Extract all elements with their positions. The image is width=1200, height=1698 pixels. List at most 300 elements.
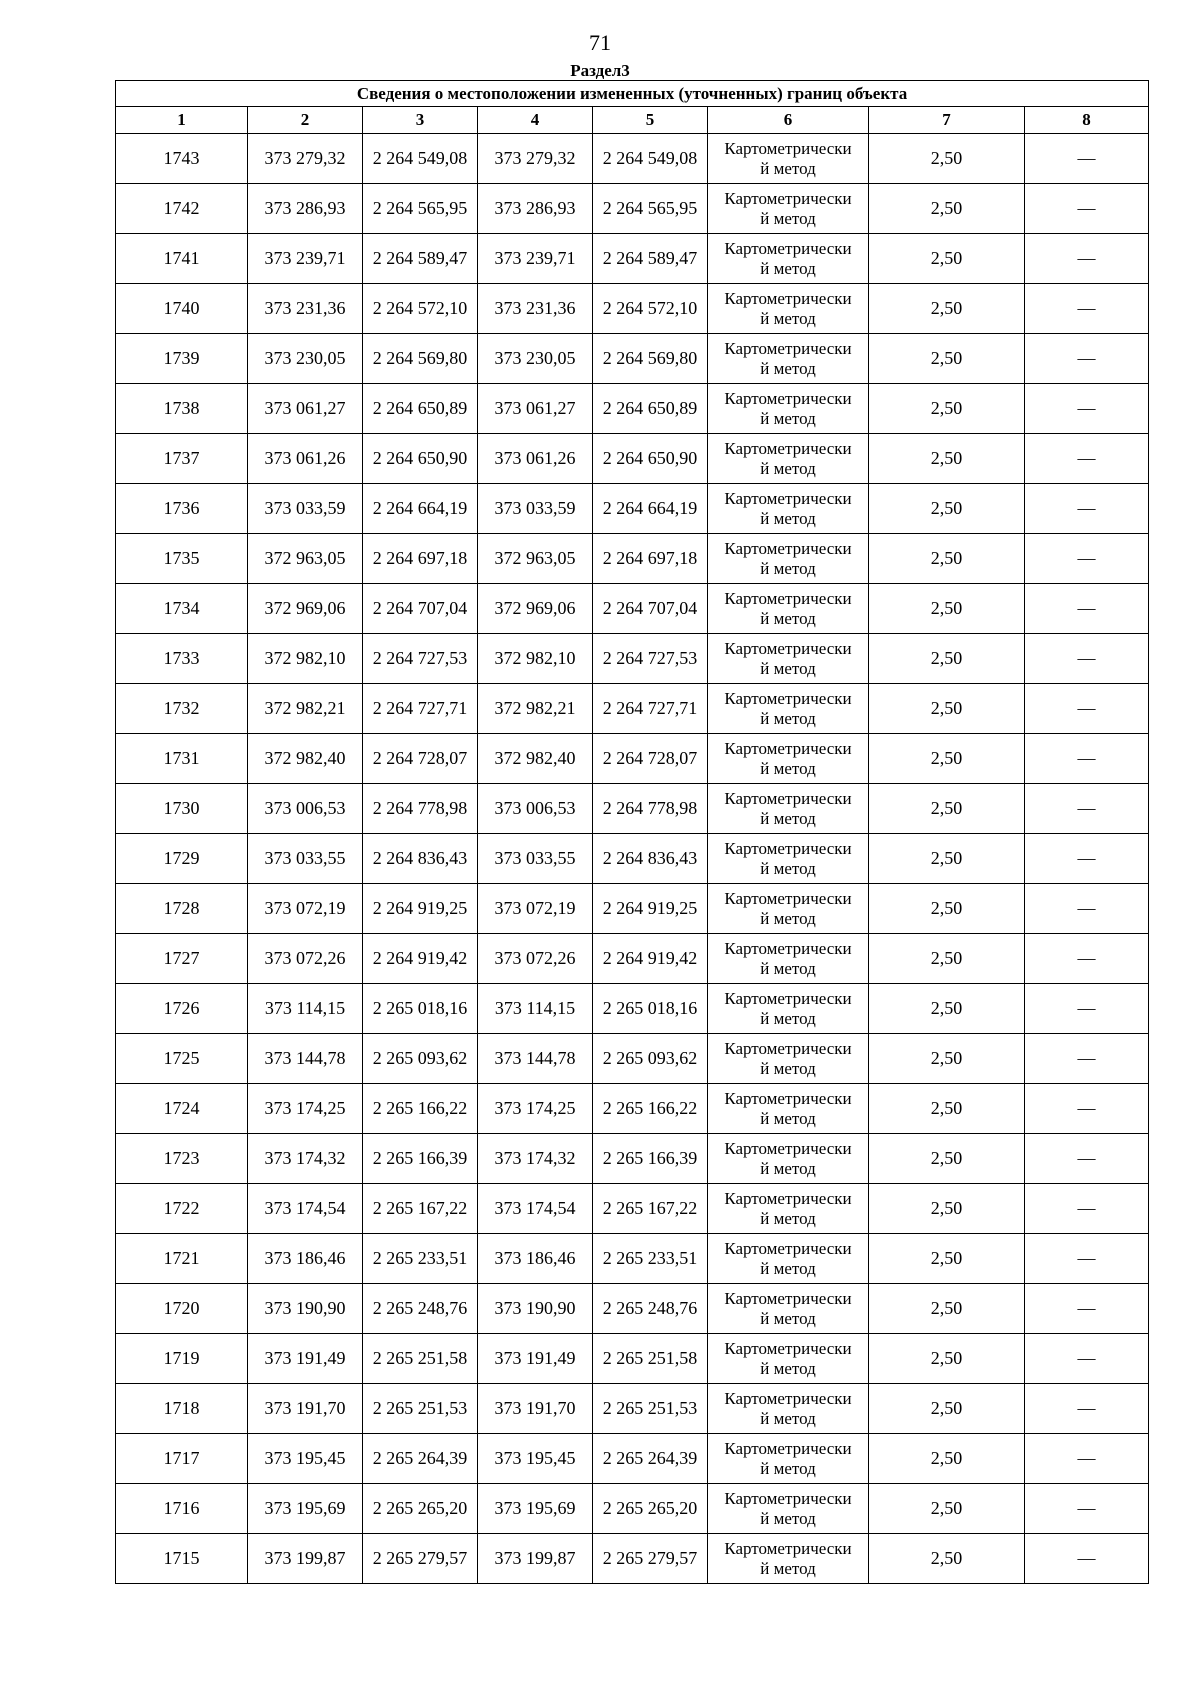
y-new-cell: 2 265 248,76 bbox=[593, 1284, 708, 1334]
x-old-cell: 373 144,78 bbox=[248, 1034, 363, 1084]
note-cell: — bbox=[1025, 834, 1149, 884]
x-old-cell: 373 231,36 bbox=[248, 284, 363, 334]
y-new-cell: 2 265 233,51 bbox=[593, 1234, 708, 1284]
accuracy-cell: 2,50 bbox=[869, 184, 1025, 234]
y-new-cell: 2 264 589,47 bbox=[593, 234, 708, 284]
accuracy-cell: 2,50 bbox=[869, 284, 1025, 334]
method-line: Картометрически bbox=[724, 138, 852, 158]
y-new-cell: 2 264 650,90 bbox=[593, 434, 708, 484]
table-row bbox=[116, 834, 1149, 884]
y-new-cell: 2 264 727,71 bbox=[593, 684, 708, 734]
point-number-cell: 1738 bbox=[116, 384, 248, 434]
method-cell bbox=[708, 1484, 869, 1534]
method-line: й метод bbox=[760, 1158, 816, 1178]
method-cell bbox=[708, 234, 869, 284]
method-line: й метод bbox=[760, 1308, 816, 1328]
point-number-cell: 1732 bbox=[116, 684, 248, 734]
column-number: 4 bbox=[478, 107, 593, 134]
table-row bbox=[116, 684, 1149, 734]
accuracy-cell: 2,50 bbox=[869, 1034, 1025, 1084]
method-line: й метод bbox=[760, 808, 816, 828]
note-cell: — bbox=[1025, 1084, 1149, 1134]
point-number-cell: 1729 bbox=[116, 834, 248, 884]
accuracy-cell: 2,50 bbox=[869, 234, 1025, 284]
accuracy-cell: 2,50 bbox=[869, 1184, 1025, 1234]
x-new-cell: 372 963,05 bbox=[478, 534, 593, 584]
x-old-cell: 372 969,06 bbox=[248, 584, 363, 634]
method-line: Картометрически bbox=[724, 1238, 852, 1258]
table-row bbox=[116, 584, 1149, 634]
table-row bbox=[116, 884, 1149, 934]
x-new-cell: 373 174,25 bbox=[478, 1084, 593, 1134]
method-cell bbox=[708, 834, 869, 884]
column-number: 6 bbox=[708, 107, 869, 134]
x-old-cell: 373 195,45 bbox=[248, 1434, 363, 1484]
method-line: й метод bbox=[760, 208, 816, 228]
method-line: Картометрически bbox=[724, 738, 852, 758]
method-cell bbox=[708, 934, 869, 984]
table-row bbox=[116, 734, 1149, 784]
point-number-cell: 1720 bbox=[116, 1284, 248, 1334]
method-line: Картометрически bbox=[724, 638, 852, 658]
table-row bbox=[116, 1484, 1149, 1534]
column-number: 1 bbox=[116, 107, 248, 134]
point-number-cell: 1716 bbox=[116, 1484, 248, 1534]
column-number: 8 bbox=[1025, 107, 1149, 134]
method-cell bbox=[708, 1234, 869, 1284]
table-row bbox=[116, 434, 1149, 484]
y-new-cell: 2 264 836,43 bbox=[593, 834, 708, 884]
y-new-cell: 2 264 664,19 bbox=[593, 484, 708, 534]
method-line: Картометрически bbox=[724, 188, 852, 208]
column-number: 3 bbox=[363, 107, 478, 134]
note-cell: — bbox=[1025, 334, 1149, 384]
point-number-cell: 1728 bbox=[116, 884, 248, 934]
accuracy-cell: 2,50 bbox=[869, 634, 1025, 684]
x-new-cell: 373 033,55 bbox=[478, 834, 593, 884]
note-cell: — bbox=[1025, 934, 1149, 984]
y-old-cell: 2 264 664,19 bbox=[363, 484, 478, 534]
y-new-cell: 2 264 728,07 bbox=[593, 734, 708, 784]
x-old-cell: 372 982,40 bbox=[248, 734, 363, 784]
method-line: Картометрически bbox=[724, 1038, 852, 1058]
note-cell: — bbox=[1025, 1484, 1149, 1534]
note-cell: — bbox=[1025, 1534, 1149, 1584]
table-row bbox=[116, 634, 1149, 684]
method-cell bbox=[708, 634, 869, 684]
accuracy-cell: 2,50 bbox=[869, 584, 1025, 634]
x-new-cell: 373 239,71 bbox=[478, 234, 593, 284]
note-cell: — bbox=[1025, 1284, 1149, 1334]
method-line: Картометрически bbox=[724, 538, 852, 558]
y-old-cell: 2 265 093,62 bbox=[363, 1034, 478, 1084]
note-cell: — bbox=[1025, 1384, 1149, 1434]
note-cell: — bbox=[1025, 684, 1149, 734]
x-new-cell: 373 174,32 bbox=[478, 1134, 593, 1184]
x-new-cell: 372 982,10 bbox=[478, 634, 593, 684]
method-cell bbox=[708, 784, 869, 834]
method-cell bbox=[708, 884, 869, 934]
point-number-cell: 1730 bbox=[116, 784, 248, 834]
accuracy-cell: 2,50 bbox=[869, 1284, 1025, 1334]
y-old-cell: 2 265 248,76 bbox=[363, 1284, 478, 1334]
note-cell: — bbox=[1025, 534, 1149, 584]
y-old-cell: 2 265 166,22 bbox=[363, 1084, 478, 1134]
accuracy-cell: 2,50 bbox=[869, 384, 1025, 434]
method-line: Картометрически bbox=[724, 788, 852, 808]
y-new-cell: 2 264 650,89 bbox=[593, 384, 708, 434]
method-line: Картометрически bbox=[724, 1488, 852, 1508]
table-row bbox=[116, 1084, 1149, 1134]
x-new-cell: 373 286,93 bbox=[478, 184, 593, 234]
x-new-cell: 373 195,69 bbox=[478, 1484, 593, 1534]
column-number: 2 bbox=[248, 107, 363, 134]
method-line: й метод bbox=[760, 1408, 816, 1428]
x-new-cell: 373 279,32 bbox=[478, 134, 593, 184]
accuracy-cell: 2,50 bbox=[869, 784, 1025, 834]
note-cell: — bbox=[1025, 1184, 1149, 1234]
x-old-cell: 373 191,70 bbox=[248, 1384, 363, 1434]
note-cell: — bbox=[1025, 384, 1149, 434]
point-number-cell: 1739 bbox=[116, 334, 248, 384]
x-old-cell: 373 072,26 bbox=[248, 934, 363, 984]
method-line: й метод bbox=[760, 458, 816, 478]
table-row bbox=[116, 1184, 1149, 1234]
y-new-cell: 2 265 018,16 bbox=[593, 984, 708, 1034]
method-line: й метод bbox=[760, 708, 816, 728]
y-old-cell: 2 264 836,43 bbox=[363, 834, 478, 884]
y-new-cell: 2 265 167,22 bbox=[593, 1184, 708, 1234]
method-line: Картометрически bbox=[724, 588, 852, 608]
method-line: й метод bbox=[760, 558, 816, 578]
table-title: Сведения о местоположении измененных (уточненных) границ объекта bbox=[116, 81, 1149, 107]
method-cell bbox=[708, 984, 869, 1034]
y-new-cell: 2 264 919,25 bbox=[593, 884, 708, 934]
table-row bbox=[116, 284, 1149, 334]
note-cell: — bbox=[1025, 584, 1149, 634]
note-cell: — bbox=[1025, 1234, 1149, 1284]
method-cell bbox=[708, 434, 869, 484]
method-cell bbox=[708, 384, 869, 434]
y-new-cell: 2 264 707,04 bbox=[593, 584, 708, 634]
method-cell bbox=[708, 334, 869, 384]
method-line: й метод bbox=[760, 908, 816, 928]
x-new-cell: 373 061,27 bbox=[478, 384, 593, 434]
point-number-cell: 1722 bbox=[116, 1184, 248, 1234]
method-line: Картометрически bbox=[724, 1288, 852, 1308]
table-row bbox=[116, 1134, 1149, 1184]
y-old-cell: 2 264 778,98 bbox=[363, 784, 478, 834]
point-number-cell: 1736 bbox=[116, 484, 248, 534]
method-line: Картометрически bbox=[724, 238, 852, 258]
method-cell bbox=[708, 534, 869, 584]
method-line: Картометрически bbox=[724, 1338, 852, 1358]
method-cell bbox=[708, 1084, 869, 1134]
method-line: Картометрически bbox=[724, 938, 852, 958]
method-line: Картометрически bbox=[724, 838, 852, 858]
method-cell bbox=[708, 1384, 869, 1434]
accuracy-cell: 2,50 bbox=[869, 684, 1025, 734]
point-number-cell: 1734 bbox=[116, 584, 248, 634]
accuracy-cell: 2,50 bbox=[869, 734, 1025, 784]
table-row bbox=[116, 334, 1149, 384]
x-old-cell: 373 239,71 bbox=[248, 234, 363, 284]
note-cell: — bbox=[1025, 634, 1149, 684]
method-line: Картометрически bbox=[724, 1538, 852, 1558]
method-line: й метод bbox=[760, 1058, 816, 1078]
method-line: й метод bbox=[760, 658, 816, 678]
y-new-cell: 2 264 565,95 bbox=[593, 184, 708, 234]
method-cell bbox=[708, 1534, 869, 1584]
point-number-cell: 1724 bbox=[116, 1084, 248, 1134]
point-number-cell: 1733 bbox=[116, 634, 248, 684]
table-row bbox=[116, 484, 1149, 534]
x-new-cell: 373 186,46 bbox=[478, 1234, 593, 1284]
y-old-cell: 2 265 166,39 bbox=[363, 1134, 478, 1184]
y-old-cell: 2 264 707,04 bbox=[363, 584, 478, 634]
accuracy-cell: 2,50 bbox=[869, 1234, 1025, 1284]
x-new-cell: 373 114,15 bbox=[478, 984, 593, 1034]
column-number-row bbox=[116, 107, 1149, 134]
accuracy-cell: 2,50 bbox=[869, 1084, 1025, 1134]
y-old-cell: 2 264 697,18 bbox=[363, 534, 478, 584]
note-cell: — bbox=[1025, 1034, 1149, 1084]
point-number-cell: 1742 bbox=[116, 184, 248, 234]
method-line: й метод bbox=[760, 158, 816, 178]
y-old-cell: 2 264 919,42 bbox=[363, 934, 478, 984]
x-old-cell: 372 963,05 bbox=[248, 534, 363, 584]
note-cell: — bbox=[1025, 884, 1149, 934]
table-row bbox=[116, 934, 1149, 984]
x-new-cell: 373 006,53 bbox=[478, 784, 593, 834]
method-line: Картометрически bbox=[724, 688, 852, 708]
method-cell bbox=[708, 1034, 869, 1084]
point-number-cell: 1740 bbox=[116, 284, 248, 334]
y-new-cell: 2 265 251,53 bbox=[593, 1384, 708, 1434]
x-new-cell: 373 191,49 bbox=[478, 1334, 593, 1384]
x-old-cell: 373 072,19 bbox=[248, 884, 363, 934]
table-row bbox=[116, 1534, 1149, 1584]
accuracy-cell: 2,50 bbox=[869, 484, 1025, 534]
method-cell bbox=[708, 584, 869, 634]
x-old-cell: 373 190,90 bbox=[248, 1284, 363, 1334]
column-number: 7 bbox=[869, 107, 1025, 134]
x-new-cell: 373 174,54 bbox=[478, 1184, 593, 1234]
x-old-cell: 373 199,87 bbox=[248, 1534, 363, 1584]
point-number-cell: 1717 bbox=[116, 1434, 248, 1484]
method-line: Картометрически bbox=[724, 888, 852, 908]
accuracy-cell: 2,50 bbox=[869, 884, 1025, 934]
x-new-cell: 373 033,59 bbox=[478, 484, 593, 534]
method-line: й метод bbox=[760, 408, 816, 428]
y-new-cell: 2 265 279,57 bbox=[593, 1534, 708, 1584]
section-title: Раздел3 bbox=[570, 61, 630, 80]
y-new-cell: 2 264 572,10 bbox=[593, 284, 708, 334]
x-old-cell: 373 279,32 bbox=[248, 134, 363, 184]
column-number: 5 bbox=[593, 107, 708, 134]
x-new-cell: 373 144,78 bbox=[478, 1034, 593, 1084]
y-old-cell: 2 264 650,90 bbox=[363, 434, 478, 484]
x-old-cell: 373 033,55 bbox=[248, 834, 363, 884]
y-old-cell: 2 265 167,22 bbox=[363, 1184, 478, 1234]
x-old-cell: 373 174,32 bbox=[248, 1134, 363, 1184]
method-line: Картометрически bbox=[724, 988, 852, 1008]
y-old-cell: 2 265 264,39 bbox=[363, 1434, 478, 1484]
method-line: й метод bbox=[760, 1358, 816, 1378]
table-row bbox=[116, 1334, 1149, 1384]
table-row bbox=[116, 384, 1149, 434]
note-cell: — bbox=[1025, 234, 1149, 284]
accuracy-cell: 2,50 bbox=[869, 1134, 1025, 1184]
table-row bbox=[116, 134, 1149, 184]
accuracy-cell: 2,50 bbox=[869, 134, 1025, 184]
x-old-cell: 373 006,53 bbox=[248, 784, 363, 834]
x-old-cell: 373 114,15 bbox=[248, 984, 363, 1034]
x-new-cell: 373 191,70 bbox=[478, 1384, 593, 1434]
method-line: Картометрически bbox=[724, 1388, 852, 1408]
point-number-cell: 1721 bbox=[116, 1234, 248, 1284]
method-line: й метод bbox=[760, 358, 816, 378]
method-line: й метод bbox=[760, 1558, 816, 1578]
method-line: Картометрически bbox=[724, 388, 852, 408]
x-old-cell: 373 061,26 bbox=[248, 434, 363, 484]
method-line: Картометрически bbox=[724, 1138, 852, 1158]
method-line: й метод bbox=[760, 758, 816, 778]
method-cell bbox=[708, 134, 869, 184]
x-new-cell: 372 982,21 bbox=[478, 684, 593, 734]
y-new-cell: 2 265 265,20 bbox=[593, 1484, 708, 1534]
note-cell: — bbox=[1025, 984, 1149, 1034]
y-new-cell: 2 264 697,18 bbox=[593, 534, 708, 584]
y-old-cell: 2 265 265,20 bbox=[363, 1484, 478, 1534]
point-number-cell: 1718 bbox=[116, 1384, 248, 1434]
method-line: й метод bbox=[760, 958, 816, 978]
y-new-cell: 2 264 549,08 bbox=[593, 134, 708, 184]
method-cell bbox=[708, 1184, 869, 1234]
point-number-cell: 1726 bbox=[116, 984, 248, 1034]
accuracy-cell: 2,50 bbox=[869, 834, 1025, 884]
x-new-cell: 373 231,36 bbox=[478, 284, 593, 334]
method-line: Картометрически bbox=[724, 1438, 852, 1458]
x-old-cell: 373 033,59 bbox=[248, 484, 363, 534]
table-row bbox=[116, 784, 1149, 834]
note-cell: — bbox=[1025, 1134, 1149, 1184]
table-row bbox=[116, 1434, 1149, 1484]
table-row bbox=[116, 534, 1149, 584]
method-line: й метод bbox=[760, 858, 816, 878]
method-line: Картометрически bbox=[724, 438, 852, 458]
y-old-cell: 2 264 728,07 bbox=[363, 734, 478, 784]
x-old-cell: 373 061,27 bbox=[248, 384, 363, 434]
note-cell: — bbox=[1025, 1334, 1149, 1384]
y-old-cell: 2 265 251,53 bbox=[363, 1384, 478, 1434]
accuracy-cell: 2,50 bbox=[869, 1334, 1025, 1384]
method-line: Картометрически bbox=[724, 1188, 852, 1208]
y-old-cell: 2 264 589,47 bbox=[363, 234, 478, 284]
table-body bbox=[116, 134, 1149, 1584]
x-old-cell: 373 174,54 bbox=[248, 1184, 363, 1234]
method-cell bbox=[708, 1334, 869, 1384]
x-new-cell: 373 190,90 bbox=[478, 1284, 593, 1334]
x-old-cell: 373 191,49 bbox=[248, 1334, 363, 1384]
method-line: й метод bbox=[760, 1508, 816, 1528]
y-new-cell: 2 264 727,53 bbox=[593, 634, 708, 684]
point-number-cell: 1727 bbox=[116, 934, 248, 984]
table-row bbox=[116, 1384, 1149, 1434]
x-new-cell: 373 195,45 bbox=[478, 1434, 593, 1484]
note-cell: — bbox=[1025, 784, 1149, 834]
accuracy-cell: 2,50 bbox=[869, 334, 1025, 384]
table-row bbox=[116, 184, 1149, 234]
point-number-cell: 1743 bbox=[116, 134, 248, 184]
method-line: й метод bbox=[760, 1008, 816, 1028]
y-old-cell: 2 264 919,25 bbox=[363, 884, 478, 934]
method-line: Картометрически bbox=[724, 288, 852, 308]
x-old-cell: 373 286,93 bbox=[248, 184, 363, 234]
method-cell bbox=[708, 1134, 869, 1184]
method-line: й метод bbox=[760, 1258, 816, 1278]
note-cell: — bbox=[1025, 184, 1149, 234]
method-line: й метод bbox=[760, 608, 816, 628]
table-row bbox=[116, 1284, 1149, 1334]
y-new-cell: 2 264 778,98 bbox=[593, 784, 708, 834]
table-row bbox=[116, 1034, 1149, 1084]
method-cell bbox=[708, 484, 869, 534]
y-old-cell: 2 265 018,16 bbox=[363, 984, 478, 1034]
point-number-cell: 1737 bbox=[116, 434, 248, 484]
accuracy-cell: 2,50 bbox=[869, 1484, 1025, 1534]
x-old-cell: 373 230,05 bbox=[248, 334, 363, 384]
accuracy-cell: 2,50 bbox=[869, 1534, 1025, 1584]
note-cell: — bbox=[1025, 134, 1149, 184]
x-old-cell: 373 195,69 bbox=[248, 1484, 363, 1534]
accuracy-cell: 2,50 bbox=[869, 534, 1025, 584]
point-number-cell: 1715 bbox=[116, 1534, 248, 1584]
x-new-cell: 373 072,19 bbox=[478, 884, 593, 934]
method-line: й метод bbox=[760, 308, 816, 328]
y-old-cell: 2 265 279,57 bbox=[363, 1534, 478, 1584]
method-line: й метод bbox=[760, 1458, 816, 1478]
note-cell: — bbox=[1025, 284, 1149, 334]
page-number: 71 bbox=[589, 30, 611, 55]
point-number-cell: 1741 bbox=[116, 234, 248, 284]
point-number-cell: 1725 bbox=[116, 1034, 248, 1084]
note-cell: — bbox=[1025, 734, 1149, 784]
x-new-cell: 373 230,05 bbox=[478, 334, 593, 384]
method-line: Картометрически bbox=[724, 338, 852, 358]
accuracy-cell: 2,50 bbox=[869, 434, 1025, 484]
method-line: й метод bbox=[760, 1108, 816, 1128]
method-line: й метод bbox=[760, 258, 816, 278]
method-cell bbox=[708, 734, 869, 784]
method-cell bbox=[708, 284, 869, 334]
note-cell: — bbox=[1025, 434, 1149, 484]
y-old-cell: 2 264 549,08 bbox=[363, 134, 478, 184]
method-cell bbox=[708, 184, 869, 234]
table-row bbox=[116, 1234, 1149, 1284]
x-old-cell: 373 174,25 bbox=[248, 1084, 363, 1134]
method-line: й метод bbox=[760, 508, 816, 528]
method-cell bbox=[708, 1434, 869, 1484]
accuracy-cell: 2,50 bbox=[869, 984, 1025, 1034]
y-new-cell: 2 265 264,39 bbox=[593, 1434, 708, 1484]
y-new-cell: 2 265 093,62 bbox=[593, 1034, 708, 1084]
y-old-cell: 2 264 727,71 bbox=[363, 684, 478, 734]
y-old-cell: 2 264 565,95 bbox=[363, 184, 478, 234]
method-line: Картометрически bbox=[724, 1088, 852, 1108]
method-cell bbox=[708, 1284, 869, 1334]
x-new-cell: 373 072,26 bbox=[478, 934, 593, 984]
